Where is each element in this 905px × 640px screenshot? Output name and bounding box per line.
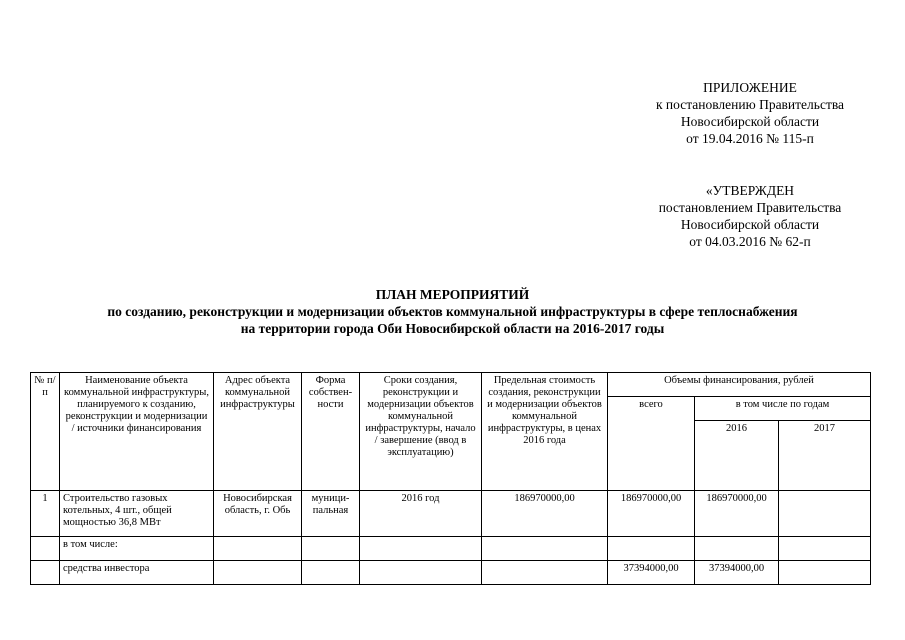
title-subheading: на территории города Оби Новосибирской области на 2016-2017 годы <box>240 321 665 336</box>
cell-ownership: муници-пальная <box>302 491 360 537</box>
document-title <box>0 286 905 337</box>
cell-2016: 186970000,00 <box>695 491 779 537</box>
header-by-years: в том числе по годам <box>695 397 871 421</box>
header-name: Наименование объекта коммунальной инфраструктуры, планируемого к созданию, реконструкции и модернизации / источники финансирования <box>60 373 214 491</box>
header-num: № п/п <box>31 373 60 491</box>
header-financing: Объемы финансирования, рублей <box>608 373 871 397</box>
header-total: всего <box>608 397 695 491</box>
cell-2016 <box>695 537 779 561</box>
approved-line: постановлением Правительства <box>658 200 842 215</box>
appendix-date: от 19.04.2016 № 115-п <box>686 131 814 146</box>
appendix-heading: ПРИЛОЖЕНИЕ <box>703 80 797 95</box>
title-heading: ПЛАН МЕРОПРИЯТИЙ <box>375 287 530 302</box>
header-ownership: Форма собствен-ности <box>302 373 360 491</box>
cell-2017 <box>779 561 871 585</box>
cell-address: Новосибирская область, г. Обь <box>214 491 302 537</box>
approved-block <box>600 182 900 250</box>
appendix-line: Новосибирской области <box>680 114 820 129</box>
cell-2017 <box>779 537 871 561</box>
title-subheading: по созданию, реконструкции и модернизации объектов коммунальной инфраструктуры в сфере теплоснабжения <box>107 304 798 319</box>
approved-heading: «УТВЕРЖДЕН <box>705 183 795 198</box>
cell-num <box>31 561 60 585</box>
cell-ownership <box>302 537 360 561</box>
cell-max-cost: 186970000,00 <box>482 491 608 537</box>
cell-name: Строительство газовых котельных, 4 шт., общей мощностью 36,8 МВт <box>60 491 214 537</box>
cell-max-cost <box>482 537 608 561</box>
cell-terms: 2016 год <box>360 491 482 537</box>
cell-name: в том числе: <box>60 537 214 561</box>
cell-name: средства инвестора <box>60 561 214 585</box>
cell-terms <box>360 537 482 561</box>
table-row <box>31 537 871 561</box>
cell-total: 186970000,00 <box>608 491 695 537</box>
header-address: Адрес объекта коммунальной инфраструктуры <box>214 373 302 491</box>
header-terms: Сроки создания, реконструкции и модернизации объектов коммунальной инфраструктуры, начало / завершение (ввод в эксплуатацию) <box>360 373 482 491</box>
approved-date: от 04.03.2016 № 62-п <box>689 234 811 249</box>
cell-address <box>214 561 302 585</box>
appendix-line: к постановлению Правительства <box>655 97 845 112</box>
plan-table <box>30 372 871 585</box>
cell-terms <box>360 561 482 585</box>
cell-total: 37394000,00 <box>608 561 695 585</box>
table-row <box>31 561 871 585</box>
cell-max-cost <box>482 561 608 585</box>
cell-total <box>608 537 695 561</box>
header-year-2017: 2017 <box>779 421 871 491</box>
appendix-block <box>600 79 900 147</box>
cell-num: 1 <box>31 491 60 537</box>
cell-2017 <box>779 491 871 537</box>
header-year-2016: 2016 <box>695 421 779 491</box>
cell-ownership <box>302 561 360 585</box>
table-row <box>31 491 871 537</box>
cell-2016: 37394000,00 <box>695 561 779 585</box>
cell-num <box>31 537 60 561</box>
header-max-cost: Предельная стоимость создания, реконструкции и модернизации объектов коммунальной инфраструктуры, в ценах 2016 года <box>482 373 608 491</box>
approved-line: Новосибирской области <box>680 217 820 232</box>
cell-address <box>214 537 302 561</box>
